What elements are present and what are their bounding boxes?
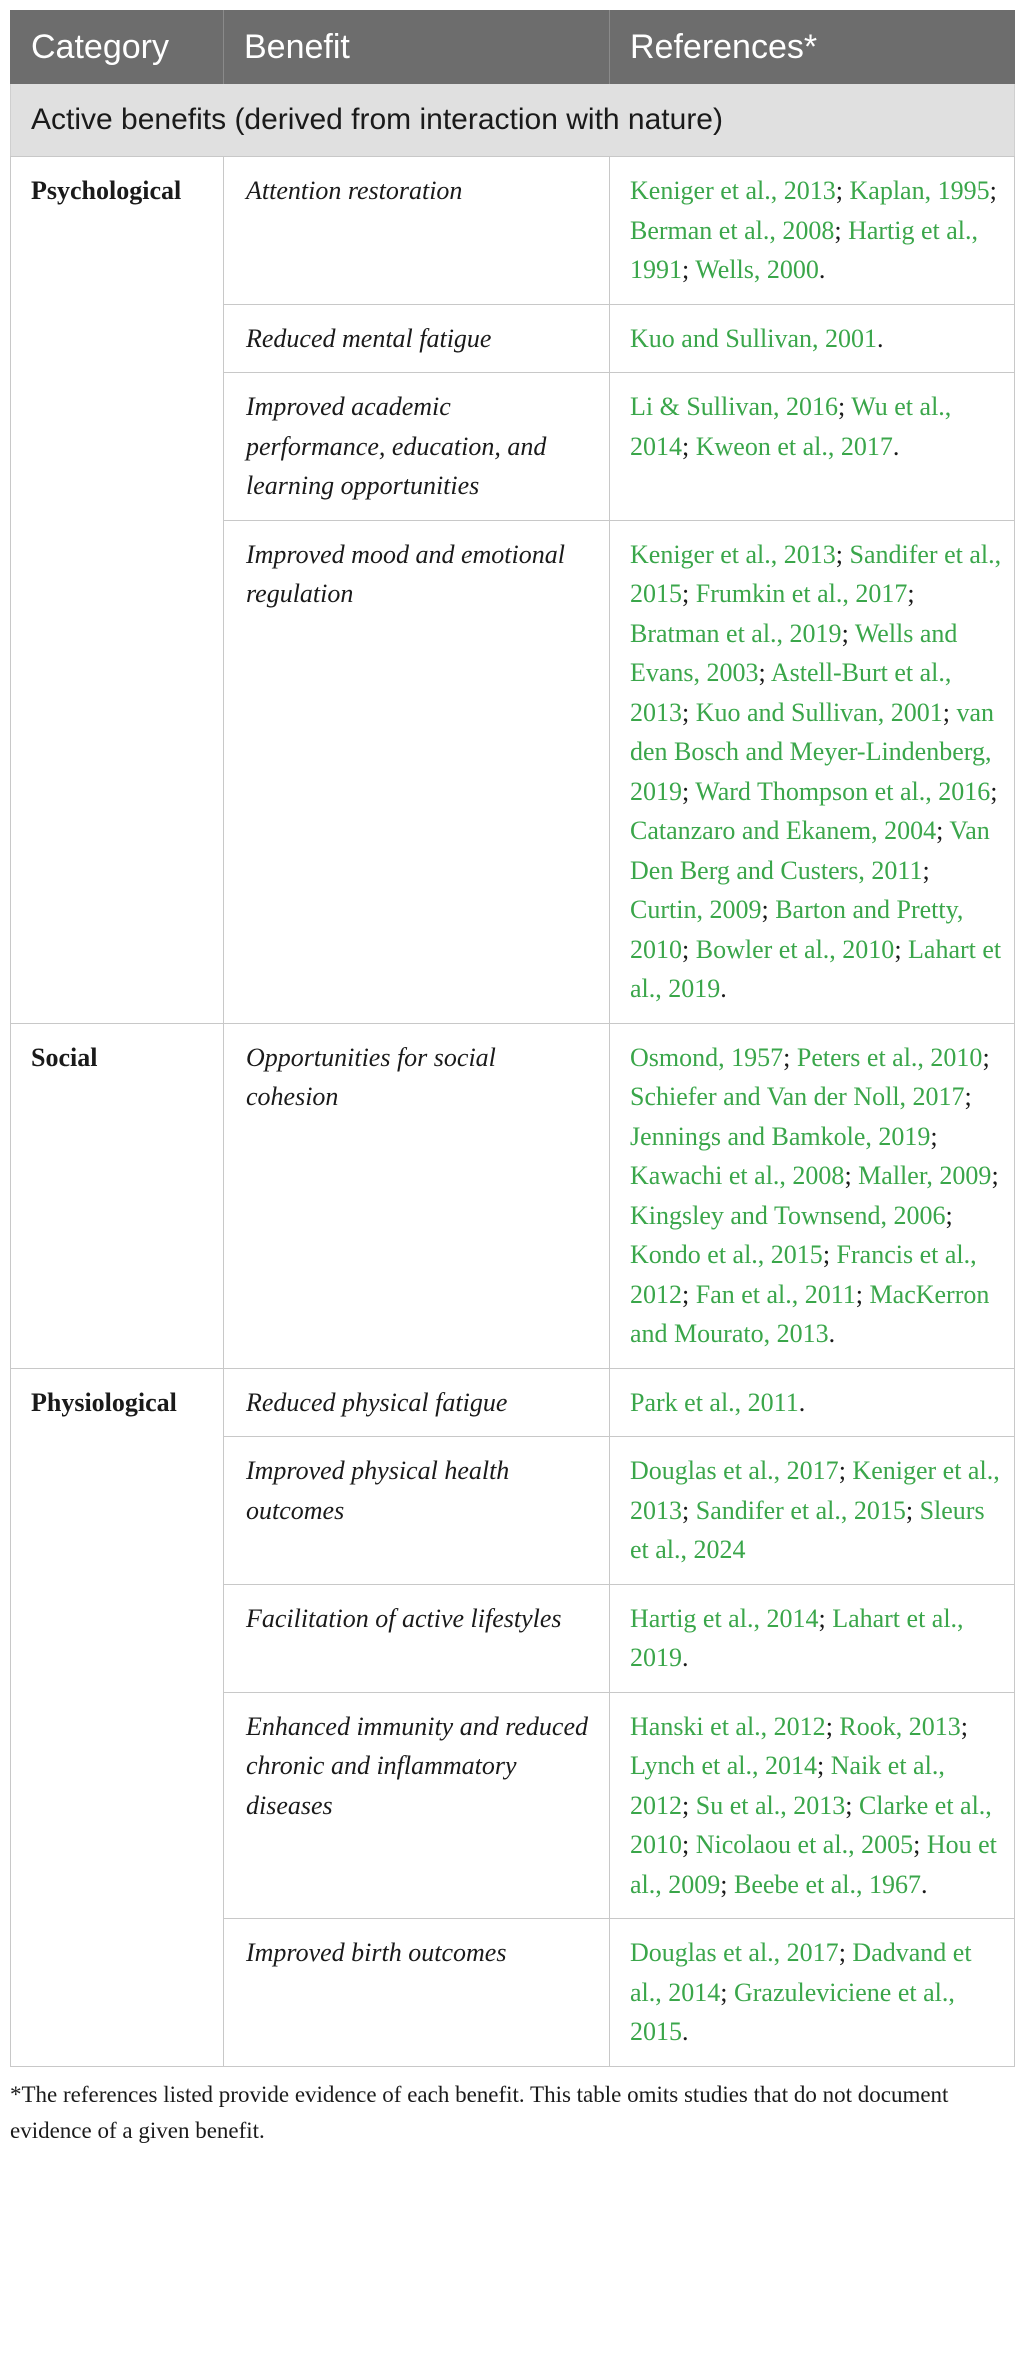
- reference-separator: ;: [982, 1042, 990, 1072]
- reference-link[interactable]: Su et al., 2013: [695, 1790, 846, 1820]
- benefit-cell: Improved mood and emotional regulation: [224, 520, 610, 1023]
- reference-link[interactable]: Sandifer et al., 2015: [630, 539, 1002, 608]
- reference-separator: ;: [682, 255, 696, 284]
- reference-link[interactable]: Wu et al., 2014: [630, 392, 952, 461]
- reference-separator: ;: [783, 1042, 797, 1072]
- references-cell: [610, 373, 1015, 521]
- reference-separator: ;: [835, 176, 850, 205]
- benefit-cell: Reduced mental fatigue: [224, 304, 610, 373]
- reference-separator: ;: [682, 1830, 696, 1859]
- reference-link[interactable]: Astell-Burt et al., 2013: [630, 658, 952, 727]
- reference-link[interactable]: van den Bosch and Meyer-Lindenberg, 2019: [630, 697, 995, 806]
- reference-separator: .: [682, 2017, 689, 2046]
- reference-separator: ;: [989, 176, 997, 205]
- reference-link[interactable]: Keniger et al., 2013: [630, 539, 836, 569]
- reference-separator: ;: [894, 934, 909, 964]
- reference-separator: ;: [761, 895, 776, 924]
- reference-link[interactable]: Beebe et al., 1967: [734, 1869, 921, 1899]
- reference-link[interactable]: Kaplan, 1995: [849, 176, 990, 205]
- reference-separator: ;: [682, 934, 696, 964]
- reference-link[interactable]: Schiefer and Van der Noll, 2017: [630, 1082, 965, 1111]
- reference-separator: ;: [942, 697, 957, 727]
- reference-link[interactable]: Sleurs et al., 2024: [630, 1495, 985, 1564]
- reference-separator: ;: [682, 1495, 696, 1525]
- references-cell: [610, 1437, 1015, 1585]
- reference-separator: ;: [817, 1751, 831, 1780]
- reference-link[interactable]: Keniger et al., 2013: [630, 176, 836, 205]
- reference-link[interactable]: Jennings and Bamkole, 2019: [630, 1121, 931, 1151]
- category-cell: Social: [11, 1023, 224, 1368]
- reference-separator: ;: [960, 1711, 968, 1741]
- reference-link[interactable]: Kuo and Sullivan, 2001: [630, 323, 877, 353]
- reference-separator: ;: [922, 855, 930, 885]
- benefit-cell: Improved academic performance, education, and learning opportunities: [224, 373, 610, 521]
- reference-link[interactable]: Kawachi et al., 2008: [630, 1161, 845, 1190]
- references-cell: [610, 304, 1015, 373]
- benefit-cell: Facilitation of active lifestyles: [224, 1584, 610, 1692]
- reference-link[interactable]: Osmond, 1957: [630, 1042, 784, 1072]
- references-cell: [610, 157, 1015, 305]
- reference-link[interactable]: Dadvand et al., 2014: [630, 1938, 972, 2007]
- benefit-cell: Improved birth outcomes: [224, 1919, 610, 2067]
- reference-link[interactable]: MacKerron and Mourato, 2013: [630, 1279, 990, 1348]
- reference-link[interactable]: Bowler et al., 2010: [695, 934, 895, 964]
- reference-separator: ;: [945, 1200, 953, 1230]
- reference-link[interactable]: Fan et al., 2011: [695, 1279, 856, 1309]
- reference-link[interactable]: Ward Thompson et al., 2016: [695, 776, 991, 806]
- references-cell: [610, 1919, 1015, 2067]
- reference-separator: .: [877, 323, 884, 353]
- reference-separator: ;: [834, 215, 849, 245]
- reference-separator: ;: [720, 1869, 734, 1899]
- reference-link[interactable]: Keniger et al., 2013: [630, 1456, 1000, 1525]
- reference-separator: ;: [844, 1161, 859, 1190]
- reference-link[interactable]: Van Den Berg and Custers, 2011: [630, 816, 990, 885]
- table-row: [11, 1368, 1015, 1437]
- reference-link[interactable]: Berman et al., 2008: [630, 215, 835, 245]
- reference-separator: ;: [845, 1790, 859, 1820]
- reference-link[interactable]: Hou et al., 2009: [630, 1830, 997, 1899]
- references-cell: [610, 1584, 1015, 1692]
- reference-link[interactable]: Rook, 2013: [839, 1711, 961, 1741]
- benefit-cell: Opportunities for social cohesion: [224, 1023, 610, 1368]
- category-cell: Physiological: [11, 1368, 224, 2066]
- reference-separator: .: [828, 1319, 836, 1348]
- reference-separator: ;: [835, 539, 850, 569]
- section-title: Active benefits (derived from interaction with nature): [11, 84, 1015, 157]
- reference-link[interactable]: Hartig et al., 2014: [630, 1603, 819, 1633]
- reference-link[interactable]: Wells, 2000: [695, 255, 819, 284]
- reference-separator: ;: [841, 618, 855, 648]
- references-cell: [610, 1692, 1015, 1919]
- reference-separator: .: [921, 1869, 928, 1899]
- reference-separator: ;: [825, 1711, 840, 1741]
- reference-separator: ;: [682, 776, 696, 806]
- table-row: [11, 1023, 1015, 1368]
- reference-link[interactable]: Hanski et al., 2012: [630, 1711, 826, 1741]
- references-cell: [610, 1368, 1015, 1437]
- reference-link[interactable]: Hartig et al., 1991: [630, 215, 979, 284]
- reference-separator: ;: [905, 1495, 920, 1525]
- reference-separator: ;: [720, 1977, 734, 2007]
- reference-link[interactable]: Kweon et al., 2017: [695, 431, 893, 461]
- reference-link[interactable]: Naik et al., 2012: [630, 1751, 945, 1820]
- references-cell: [610, 520, 1015, 1023]
- benefit-cell: Attention restoration: [224, 157, 610, 305]
- reference-separator: ;: [990, 776, 998, 806]
- reference-separator: ;: [682, 579, 696, 608]
- reference-separator: ;: [838, 392, 852, 421]
- reference-link[interactable]: Peters et al., 2010: [796, 1042, 983, 1072]
- section-row: [11, 84, 1015, 157]
- reference-link[interactable]: Lynch et al., 2014: [630, 1751, 818, 1780]
- reference-link[interactable]: Grazuleviciene et al., 2015: [630, 1977, 955, 2046]
- reference-separator: .: [798, 1387, 806, 1417]
- reference-separator: ;: [930, 1121, 938, 1151]
- header-category: Category: [11, 10, 224, 84]
- reference-link[interactable]: Frumkin et al., 2017: [695, 579, 908, 608]
- header-benefit: Benefit: [224, 10, 610, 84]
- reference-separator: ;: [907, 579, 915, 608]
- reference-link[interactable]: Lahart et al., 2019: [630, 934, 1002, 1003]
- reference-link[interactable]: Li & Sullivan, 2016: [630, 392, 838, 421]
- reference-separator: ;: [682, 431, 696, 461]
- table-header: [11, 10, 1015, 84]
- reference-link[interactable]: Douglas et al., 2017: [630, 1938, 839, 1967]
- reference-link[interactable]: Catanzaro and Ekanem, 2004: [630, 816, 937, 845]
- reference-link[interactable]: Douglas et al., 2017: [630, 1456, 839, 1485]
- reference-separator: ;: [682, 1790, 696, 1820]
- reference-separator: ;: [838, 1456, 853, 1485]
- reference-link[interactable]: Nicolaou et al., 2005: [695, 1830, 914, 1859]
- reference-link[interactable]: Kondo et al., 2015: [630, 1240, 823, 1269]
- reference-separator: ;: [822, 1240, 837, 1269]
- reference-separator: ;: [818, 1603, 833, 1633]
- table-footnote: *The references listed provide evidence of each benefit. This table omits studies that do not document evidence of a given benefit.: [10, 2081, 949, 2143]
- reference-separator: .: [720, 974, 727, 1003]
- table-row: [11, 157, 1015, 305]
- benefit-cell: Improved physical health outcomes: [224, 1437, 610, 1585]
- reference-link[interactable]: Maller, 2009: [858, 1161, 992, 1190]
- reference-separator: ;: [936, 816, 950, 845]
- header-references: References*: [610, 10, 1015, 84]
- reference-separator: ;: [991, 1161, 999, 1190]
- reference-link[interactable]: Lahart et al., 2019: [630, 1603, 964, 1672]
- reference-link[interactable]: Curtin, 2009: [630, 895, 762, 924]
- reference-separator: ;: [838, 1938, 853, 1967]
- reference-separator: ;: [855, 1279, 870, 1309]
- reference-separator: .: [682, 1643, 689, 1672]
- reference-separator: ;: [964, 1082, 972, 1111]
- category-cell: Psychological: [11, 157, 224, 1024]
- reference-link[interactable]: Clarke et al., 2010: [630, 1790, 992, 1859]
- reference-link[interactable]: Kingsley and Townsend, 2006: [630, 1200, 946, 1230]
- reference-link[interactable]: Park et al., 2011: [630, 1387, 799, 1417]
- references-cell: [610, 1023, 1015, 1368]
- reference-separator: .: [818, 255, 826, 284]
- reference-separator: ;: [682, 697, 696, 727]
- reference-link[interactable]: Bratman et al., 2019: [630, 618, 842, 648]
- reference-separator: ;: [682, 1279, 696, 1309]
- benefit-cell: Reduced physical fatigue: [224, 1368, 610, 1437]
- reference-separator: ;: [758, 658, 771, 687]
- table-body: [11, 84, 1015, 2066]
- reference-link[interactable]: Kuo and Sullivan, 2001: [695, 697, 943, 727]
- reference-link[interactable]: Francis et al., 2012: [630, 1240, 977, 1309]
- reference-link[interactable]: Sandifer et al., 2015: [695, 1495, 906, 1525]
- reference-separator: ;: [913, 1830, 927, 1859]
- reference-separator: .: [892, 431, 900, 461]
- reference-link[interactable]: Wells and Evans, 2003: [630, 618, 958, 687]
- reference-link[interactable]: Barton and Pretty, 2010: [630, 895, 964, 964]
- benefits-table: [10, 10, 1015, 2067]
- benefit-cell: Enhanced immunity and reduced chronic and inflammatory diseases: [224, 1692, 610, 1919]
- document: [10, 10, 1014, 2149]
